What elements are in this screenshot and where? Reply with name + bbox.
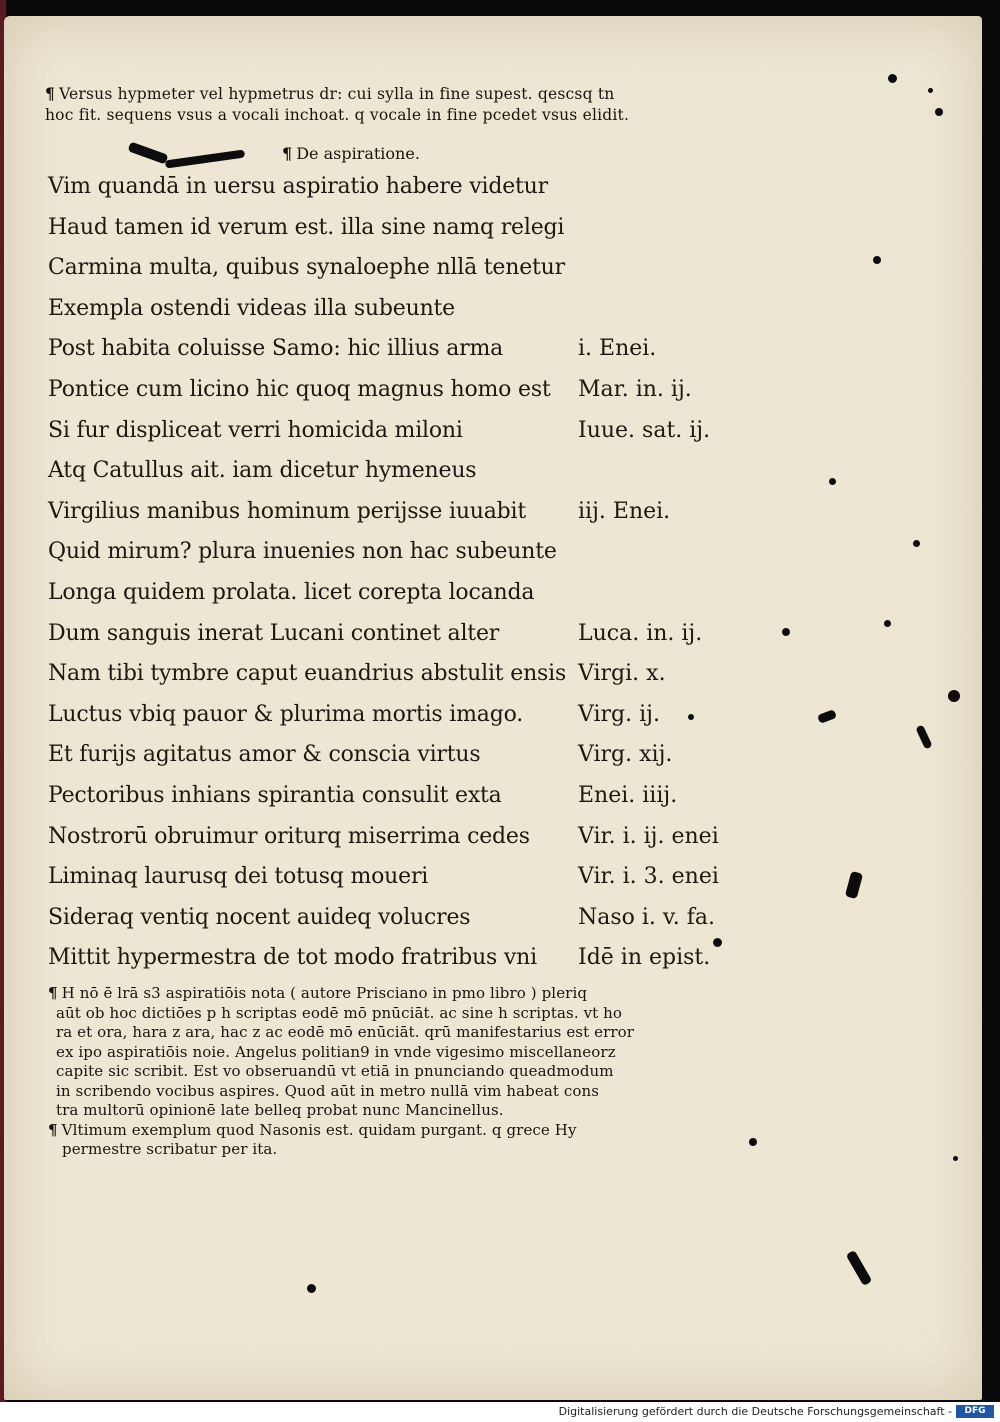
footer-credit: Digitalisierung gefördert durch die Deutsche Forschungsgemeinschaft -: [558, 1405, 952, 1418]
ink-spot: [948, 690, 960, 702]
ink-spot: [713, 938, 722, 947]
ink-spot: [829, 478, 836, 485]
commentary-line: [56, 1023, 634, 1041]
section-heading: [282, 144, 420, 163]
ink-spot: [782, 628, 790, 636]
commentary-line: [56, 1062, 614, 1080]
ink-spot: [688, 714, 694, 720]
verse-line: Post habita coluisse Samo: hic illius arma: [48, 336, 504, 361]
commentary-text: aūt ob hoc dictiōes p h scriptas eodē mō pnūciāt. ac sine h scriptas. vt ho: [56, 1004, 623, 1022]
commentary-text: H nō ē lrā s3 aspiratiōis nota ( autore Prisciano in pmo libro ) pleriq: [61, 984, 588, 1002]
pilcrow-icon: ¶: [45, 84, 56, 103]
commentary-line: [56, 1043, 616, 1061]
verse-reference: Virgi. x.: [578, 661, 666, 686]
verse-line: Nam tibi tymbre caput euandrius abstulit ensis: [48, 661, 567, 686]
verse-line: Vim quandā in uersu aspiratio habere videtur: [48, 174, 548, 199]
commentary-line: [48, 1121, 577, 1139]
commentary-line: [48, 984, 587, 1002]
section-heading-text: De aspiratione.: [296, 144, 420, 163]
verse-reference: Luca. in. ij.: [578, 621, 703, 646]
verse-line: Sideraq ventiq nocent auideq volucres: [48, 905, 471, 930]
verse-line: Exempla ostendi videas illa subeunte: [48, 296, 455, 321]
verse-reference: Enei. iiij.: [578, 783, 678, 808]
top-note-line-1: [45, 84, 725, 103]
verse-line: Quid mirum? plura inuenies non hac subeunte: [48, 539, 557, 564]
verse-line: Pontice cum licino hic quoq magnus homo est: [48, 377, 551, 402]
ink-spot: [913, 540, 920, 547]
verse-reference: Virg. ij.: [578, 702, 660, 727]
ink-spot: [928, 88, 933, 93]
commentary-line: [56, 1004, 622, 1022]
verse-line: Mittit hypermestra de tot modo fratribus vni: [48, 945, 537, 970]
commentary-text: Vltimum exemplum quod Nasonis est. quidam purgant. q grece Hy: [61, 1121, 577, 1139]
verse-line: Carmina multa, quibus synaloephe nllā tenetur: [48, 255, 565, 280]
verse-reference: Vir. i. 3. enei: [578, 864, 719, 889]
ink-spot: [935, 108, 943, 116]
pilcrow-icon: ¶: [282, 144, 293, 163]
verse-reference: Iuue. sat. ij.: [578, 418, 711, 443]
verse-line: Et furijs agitatus amor & conscia virtus: [48, 742, 481, 767]
commentary-text: permestre scribatur per ita.: [62, 1140, 278, 1158]
footer-bar: [0, 1402, 1000, 1422]
ink-spot: [888, 74, 897, 83]
verse-line: Si fur displiceat verri homicida miloni: [48, 418, 463, 443]
commentary-line: [62, 1140, 277, 1158]
commentary-line: [56, 1101, 504, 1119]
ink-spot: [884, 620, 891, 627]
verse-line: Haud tamen id verum est. illa sine namq relegi: [48, 215, 565, 240]
verse-reference: Naso i. v. fa.: [578, 905, 715, 930]
verse-line: Virgilius manibus hominum perijsse iuuabit: [48, 499, 527, 524]
dfg-logo: DFG: [956, 1405, 994, 1418]
commentary-line: [56, 1082, 599, 1100]
commentary-text: in scribendo vocibus aspires. Quod aūt in metro nullā vim habeat cons: [56, 1082, 600, 1100]
verse-reference: Mar. in. ij.: [578, 377, 692, 402]
verse-line: Nostrorū obruimur oriturq miserrima cedes: [48, 824, 530, 849]
ink-spot: [873, 256, 881, 264]
pilcrow-icon: ¶: [48, 1121, 58, 1139]
commentary-text: tra multorū opinionē late belleq probat nunc Mancinellus.: [56, 1101, 504, 1119]
verse-reference: i. Enei.: [578, 336, 657, 361]
commentary-text: capite sic scribit. Est vo obseruandū vt etiā in pnunciando queadmodum: [56, 1062, 614, 1080]
verse-line: Liminaq laurusq dei totusq moueri: [48, 864, 429, 889]
top-note-line-2: hoc fit. sequens vsus a vocali inchoat. q vocale in fine pcedet vsus elidit.: [45, 106, 630, 124]
top-note-text-1: Versus hypmeter vel hypmetrus dr: cui sylla in fine supest. qescsq tn: [59, 85, 615, 103]
verse-reference: iij. Enei.: [578, 499, 671, 524]
ink-spot: [307, 1284, 316, 1293]
commentary-text: ex ipo aspiratiōis noie. Angelus politian9 in vnde vigesimo miscellaneorz: [56, 1043, 616, 1061]
verse-reference: Vir. i. ij. enei: [578, 824, 719, 849]
ink-spot: [953, 1156, 958, 1161]
commentary-text: ra et ora, hara z ara, hac z ac eodē mō enūciāt. qrū manifestarius est error: [56, 1023, 635, 1041]
verse-line: Longa quidem prolata. licet corepta locanda: [48, 580, 535, 605]
verse-line: Luctus vbiq pauor & plurima mortis imago.: [48, 702, 524, 727]
verse-reference: Idē in epist.: [578, 945, 711, 970]
pilcrow-icon: ¶: [48, 984, 58, 1002]
verse-line: Dum sanguis inerat Lucani continet alter: [48, 621, 500, 646]
verse-line: Atq Catullus ait. iam dicetur hymeneus: [48, 458, 477, 483]
verse-line: Pectoribus inhians spirantia consulit exta: [48, 783, 502, 808]
ink-spot: [749, 1138, 757, 1146]
verse-reference: Virg. xij.: [578, 742, 673, 767]
